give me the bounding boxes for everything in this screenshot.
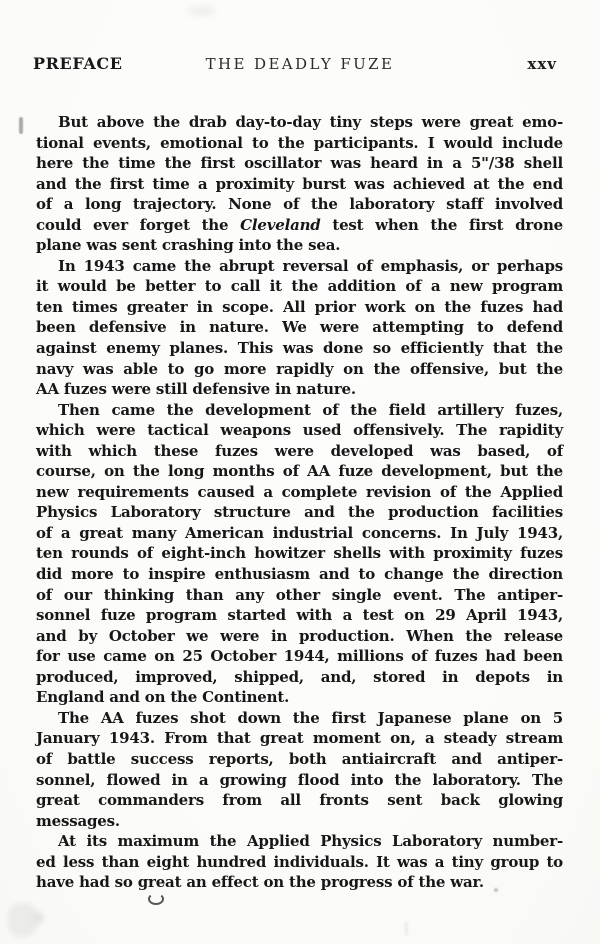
text-line: Then came the development of the field artillery fuzes, — [58, 400, 563, 419]
scan-mark-bottom — [405, 922, 408, 936]
text-line: been defensive in nature. We were attempting to defend — [36, 318, 563, 337]
text-line: sonnel, flowed in a growing flood into the laboratory. The — [36, 770, 563, 789]
text-line: produced, improved, shipped, and, stored in depots in — [36, 667, 563, 686]
text-line: ten times greater in scope. All prior work on the fuzes had — [36, 297, 563, 316]
text-line: At its maximum the Applied Physics Laboratory number- — [58, 832, 563, 851]
text-line: against enemy planes. This was done so efficiently that the — [36, 339, 563, 358]
text-line: it would be better to call it the addition of a new program — [36, 277, 563, 296]
text-line: here the time the first oscillator was heard in a 5"/38 shell — [36, 154, 563, 173]
text-line: AA fuzes were still defensive in nature. — [36, 380, 356, 399]
running-title: THE DEADLY FUZE — [205, 55, 395, 73]
stray-ink-curve — [148, 893, 164, 905]
text-line: ten rounds of eight-inch howitzer shells with proximity fuzes — [36, 544, 563, 563]
text-line: of our thinking than any other single event. The antiper- — [36, 585, 563, 604]
text-line: of a great many American industrial concerns. In July 1943, — [36, 523, 563, 542]
text-line: and the first time a proximity burst was achieved at the end — [36, 174, 563, 193]
text-line: sonnel fuze program started with a test on 29 April 1943, — [36, 606, 563, 625]
page-number: xxv — [527, 55, 557, 73]
text-block — [36, 112, 563, 893]
text-line: did more to inspire enthusiasm and to change the direction — [36, 565, 563, 584]
text-line: January 1943. From that great moment on, a steady stream — [36, 729, 563, 748]
text-line: plane was sent crashing into the sea. — [36, 236, 341, 255]
text-line: In 1943 came the abrupt reversal of emphasis, or perhaps — [58, 256, 563, 275]
text-line: Physics Laboratory structure and the production facilities — [36, 503, 563, 522]
text-line: navy was able to go more rapidly on the offensive, but the — [36, 359, 563, 378]
text-line: have had so great an effect on the progress of the war. — [36, 873, 484, 892]
text-line: course, on the long months of AA fuze development, but the — [36, 462, 563, 481]
text-line: great commanders from all fronts sent back glowing — [36, 791, 563, 810]
text-line: The AA fuzes shot down the first Japanese plane on 5 — [58, 708, 563, 727]
text-line: of battle success reports, both antiaircraft and antiper- — [36, 749, 563, 768]
text-line: messages. — [36, 811, 120, 830]
text-line: England and on the Continent. — [36, 688, 290, 707]
text-line: for use came on 25 October 1944, millions of fuzes had been — [36, 647, 563, 666]
scan-scribble-bottom-left-2 — [30, 912, 44, 924]
section-heading: PREFACE — [33, 54, 123, 73]
text-line: tional events, emotional to the participants. I would include — [36, 133, 563, 152]
text-line: could ever forget the Cleveland test when the first drone — [36, 215, 563, 234]
text-line: ed less than eight hundred individuals. It was a tiny group to — [36, 852, 563, 871]
text-line: and by October we were in production. When the release — [36, 626, 563, 645]
running-head — [0, 54, 600, 76]
text-line: which were tactical weapons used offensively. The rapidity — [36, 421, 563, 440]
text-line: But above the drab day-to-day tiny steps were great emo- — [58, 113, 563, 131]
margin-ink-dash — [19, 117, 23, 134]
scan-smudge-top — [188, 6, 216, 16]
text-line: with which these fuzes were developed was based, of — [36, 441, 563, 460]
text-line: new requirements caused a complete revision of the Applied — [36, 482, 563, 501]
scan-scribble-bottom-left — [8, 903, 38, 937]
text-line: of a long trajectory. None of the laboratory staff involved — [36, 195, 563, 214]
